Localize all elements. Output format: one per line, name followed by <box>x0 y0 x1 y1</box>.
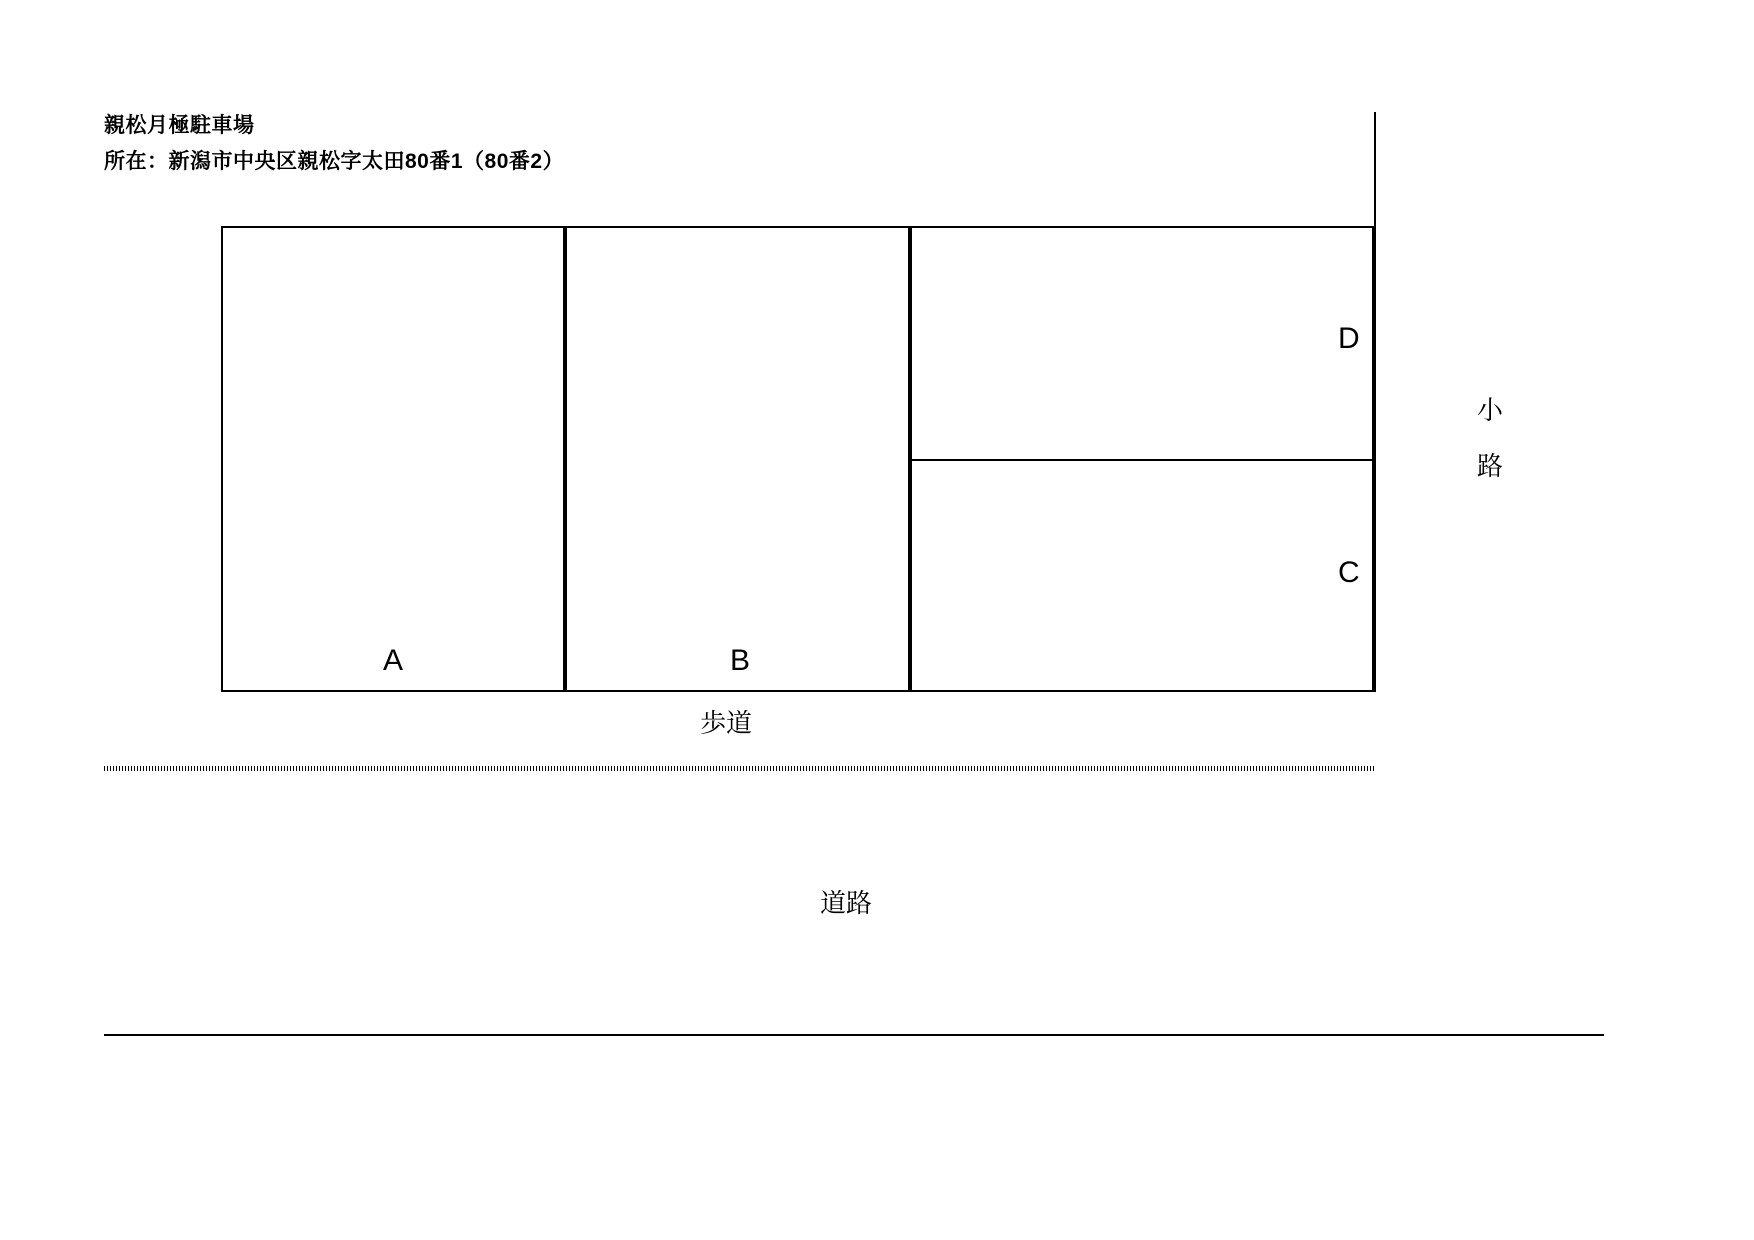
page-title: 親松月極駐車場 <box>104 114 255 137</box>
road-far-edge-line <box>104 1034 1604 1036</box>
side-road-label-char-2: 路 <box>1476 451 1503 481</box>
page-subtitle-address: 所在：新潟市中央区親松字太田80番1（80番2） <box>104 150 565 173</box>
lot-label-b: B <box>730 644 751 677</box>
lot-label-d: D <box>1338 322 1360 355</box>
sidewalk-hatched-line <box>104 766 1374 771</box>
lot-label-c: C <box>1338 556 1360 589</box>
side-road-label <box>1470 382 1510 494</box>
lot-label-a: A <box>383 644 404 677</box>
parking-lot-a[interactable] <box>221 226 565 692</box>
side-road-label-char-1: 小 <box>1476 395 1503 425</box>
sidewalk-label: 歩道 <box>700 708 753 738</box>
lot-divider-d-c <box>910 459 1374 461</box>
side-road-boundary-line <box>1374 112 1376 692</box>
road-label: 道路 <box>820 888 873 918</box>
parking-lot-b[interactable] <box>565 226 910 692</box>
